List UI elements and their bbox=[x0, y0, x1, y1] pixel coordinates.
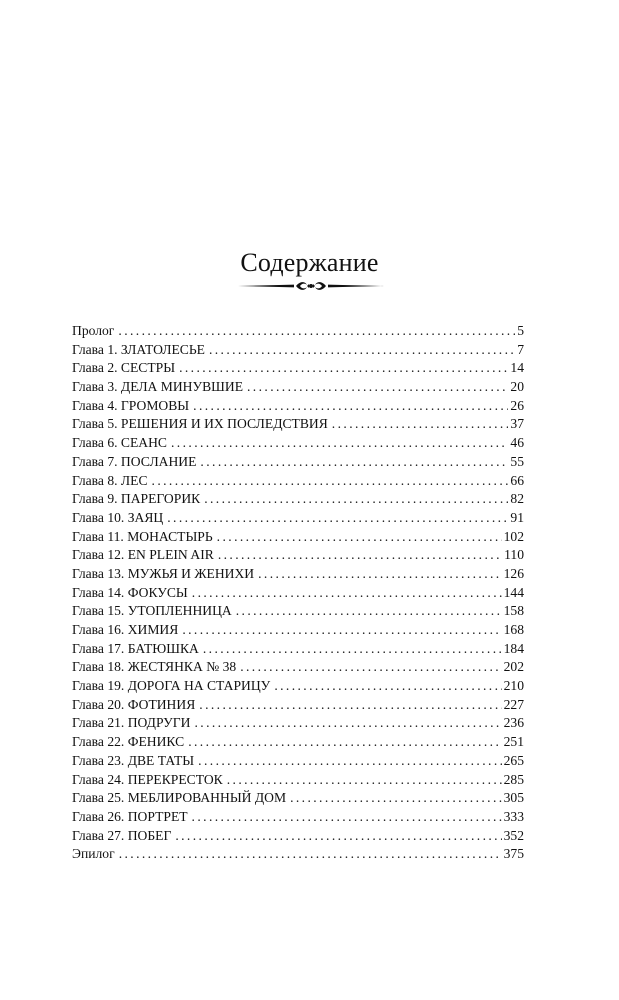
toc-entry-title: Глава 14. ФОКУСЫ bbox=[72, 584, 188, 600]
toc-entry[interactable] bbox=[72, 696, 524, 715]
toc-entry-title: Глава 15. УТОПЛЕННИЦА bbox=[72, 603, 232, 619]
toc-entry-page-number: 26 bbox=[510, 397, 524, 413]
toc-entry-title: Глава 26. ПОРТРЕТ bbox=[72, 808, 188, 824]
toc-entry-title: Глава 9. ПАРЕГОРИК bbox=[72, 491, 201, 507]
toc-leader-dots bbox=[116, 322, 515, 341]
toc-entry[interactable] bbox=[72, 322, 524, 341]
toc-leader-dots bbox=[196, 752, 501, 771]
page-title: Содержание bbox=[240, 248, 379, 277]
toc-entry-page-number: 227 bbox=[503, 696, 524, 712]
toc-leader-dots bbox=[117, 845, 502, 864]
toc-entry[interactable] bbox=[72, 789, 524, 808]
toc-leader-dots bbox=[216, 546, 502, 565]
toc-entry-title: Глава 19. ДОРОГА НА СТАРИЦУ bbox=[72, 678, 271, 694]
toc-entry-title: Глава 17. БАТЮШКА bbox=[72, 640, 199, 656]
toc-leader-dots bbox=[169, 434, 508, 453]
toc-entry-title: Глава 10. ЗАЯЦ bbox=[72, 509, 164, 525]
toc-entry[interactable] bbox=[72, 658, 524, 677]
toc-entry-title: Глава 27. ПОБЕГ bbox=[72, 827, 172, 843]
toc-entry-page-number: 102 bbox=[503, 528, 524, 544]
toc-leader-dots bbox=[256, 565, 501, 584]
toc-entry-page-number: 168 bbox=[503, 622, 524, 637]
toc-entry[interactable] bbox=[72, 434, 524, 453]
toc-entry-title: Глава 7. ПОСЛАНИЕ bbox=[72, 453, 197, 469]
toc-entry[interactable] bbox=[72, 490, 524, 509]
toc-entry[interactable] bbox=[72, 528, 524, 547]
toc-entry-page-number: 202 bbox=[503, 659, 524, 675]
toc-entry[interactable] bbox=[72, 602, 524, 621]
toc-entry-page-number: 265 bbox=[503, 752, 524, 768]
toc-entry-page-number: 305 bbox=[503, 790, 524, 806]
toc-leader-dots bbox=[238, 658, 501, 677]
toc-entry-title: Глава 18. ЖЕСТЯНКА № 38 bbox=[72, 659, 237, 675]
toc-leader-dots bbox=[272, 677, 501, 696]
toc-entry-page-number: 82 bbox=[510, 491, 524, 507]
toc-entry[interactable] bbox=[72, 733, 524, 752]
toc-entry-title: Глава 5. РЕШЕНИЯ И ИХ ПОСЛЕДСТВИЯ bbox=[72, 416, 328, 432]
toc-leader-dots bbox=[330, 415, 509, 434]
toc-entry-page-number: 91 bbox=[510, 509, 524, 525]
toc-entry[interactable] bbox=[72, 509, 524, 528]
toc-entry[interactable] bbox=[72, 771, 524, 790]
toc-entry[interactable] bbox=[72, 584, 524, 603]
toc-entry[interactable] bbox=[72, 359, 524, 378]
toc-entry-page-number: 375 bbox=[503, 846, 524, 862]
toc-entry[interactable] bbox=[72, 677, 524, 696]
toc-entry-page-number: 158 bbox=[503, 603, 524, 619]
toc-entry-page-number: 37 bbox=[510, 416, 524, 432]
toc-entry[interactable] bbox=[72, 827, 524, 846]
toc-entry[interactable] bbox=[72, 341, 524, 360]
toc-entry-page-number: 352 bbox=[503, 827, 524, 843]
toc-entry-page-number: 5 bbox=[517, 323, 524, 338]
toc-entry-title: Глава 8. ЛЕС bbox=[72, 472, 148, 488]
toc-entry-page-number: 210 bbox=[503, 678, 524, 694]
toc-entry-title: Пролог bbox=[72, 323, 115, 338]
toc-entry-title: Глава 12. EN PLEIN AIR bbox=[72, 547, 214, 563]
toc-entry-title: Глава 3. ДЕЛА МИНУВШИЕ bbox=[72, 379, 243, 395]
toc-leader-dots bbox=[191, 397, 508, 416]
toc-leader-dots bbox=[177, 359, 508, 378]
toc-entry-title: Эпилог bbox=[72, 846, 115, 862]
toc-leader-dots bbox=[186, 733, 501, 752]
toc-leader-dots bbox=[245, 378, 508, 397]
toc-entry-page-number: 285 bbox=[503, 771, 524, 787]
toc-entry-title: Глава 1. ЗЛАТОЛЕСЬЕ bbox=[72, 341, 205, 357]
toc-leader-dots bbox=[190, 584, 502, 603]
toc-entry[interactable] bbox=[72, 845, 524, 864]
toc-entry[interactable] bbox=[72, 621, 524, 640]
toc-entry[interactable] bbox=[72, 546, 524, 565]
toc-leader-dots bbox=[215, 528, 502, 547]
toc-entry[interactable] bbox=[72, 714, 524, 733]
toc-entry[interactable] bbox=[72, 378, 524, 397]
toc-entry[interactable] bbox=[72, 808, 524, 827]
toc-entry-page-number: 66 bbox=[510, 472, 524, 488]
toc-entry-page-number: 236 bbox=[503, 715, 524, 731]
toc-entry-title: Глава 25. МЕБЛИРОВАННЫЙ ДОМ bbox=[72, 790, 287, 806]
toc-entry-title: Глава 16. ХИМИЯ bbox=[72, 622, 179, 637]
toc-entry-page-number: 251 bbox=[503, 734, 524, 750]
toc-entry[interactable] bbox=[72, 752, 524, 771]
toc-entry-title: Глава 24. ПЕРЕКРЕСТОК bbox=[72, 771, 223, 787]
toc-leader-dots bbox=[165, 509, 508, 528]
toc-leader-dots bbox=[288, 789, 502, 808]
ornament-divider-icon bbox=[236, 279, 386, 293]
toc-leader-dots bbox=[207, 341, 515, 360]
toc-entry-title: Глава 20. ФОТИНИЯ bbox=[72, 696, 196, 712]
toc-entry[interactable] bbox=[72, 415, 524, 434]
toc-entry-title: Глава 13. МУЖЬЯ И ЖЕНИХИ bbox=[72, 565, 255, 581]
toc-leader-dots bbox=[202, 490, 508, 509]
toc-entry[interactable] bbox=[72, 397, 524, 416]
toc-entry-title: Глава 23. ДВЕ ТАТЫ bbox=[72, 752, 195, 768]
toc-entry-title: Глава 11. МОНАСТЫРЬ bbox=[72, 528, 213, 544]
toc-entry-page-number: 184 bbox=[503, 640, 524, 656]
toc-entry-page-number: 20 bbox=[510, 379, 524, 395]
toc-leader-dots bbox=[173, 827, 501, 846]
toc-entry-title: Глава 22. ФЕНИКС bbox=[72, 734, 185, 750]
toc-leader-dots bbox=[180, 621, 501, 640]
toc-entry-page-number: 144 bbox=[503, 584, 524, 600]
toc-leader-dots bbox=[190, 808, 502, 827]
toc-leader-dots bbox=[197, 696, 501, 715]
toc-entry-page-number: 46 bbox=[510, 435, 524, 451]
toc-entry-title: Глава 6. СЕАНС bbox=[72, 435, 167, 451]
toc-entry-title: Глава 4. ГРОМОВЫ bbox=[72, 397, 190, 413]
toc-leader-dots bbox=[225, 771, 502, 790]
toc-entry-title: Глава 2. СЕСТРЫ bbox=[72, 360, 176, 376]
toc-entry[interactable] bbox=[72, 640, 524, 659]
toc-leader-dots bbox=[201, 640, 502, 659]
toc-leader-dots bbox=[150, 472, 509, 491]
toc-entry[interactable] bbox=[72, 472, 524, 491]
toc-entry-page-number: 7 bbox=[517, 341, 524, 357]
toc-entry-page-number: 14 bbox=[510, 360, 524, 376]
toc-entry-page-number: 333 bbox=[503, 808, 524, 824]
toc-entry-page-number: 110 bbox=[504, 547, 524, 563]
toc-entry[interactable] bbox=[72, 453, 524, 472]
toc-leader-dots bbox=[192, 714, 501, 733]
toc-leader-dots bbox=[234, 602, 502, 621]
toc-entry-title: Глава 21. ПОДРУГИ bbox=[72, 715, 191, 731]
toc-entry-page-number: 55 bbox=[510, 453, 524, 469]
toc-entry[interactable] bbox=[72, 565, 524, 584]
toc-leader-dots bbox=[198, 453, 508, 472]
toc-entry-page-number: 126 bbox=[503, 565, 524, 581]
table-of-contents bbox=[72, 322, 524, 864]
